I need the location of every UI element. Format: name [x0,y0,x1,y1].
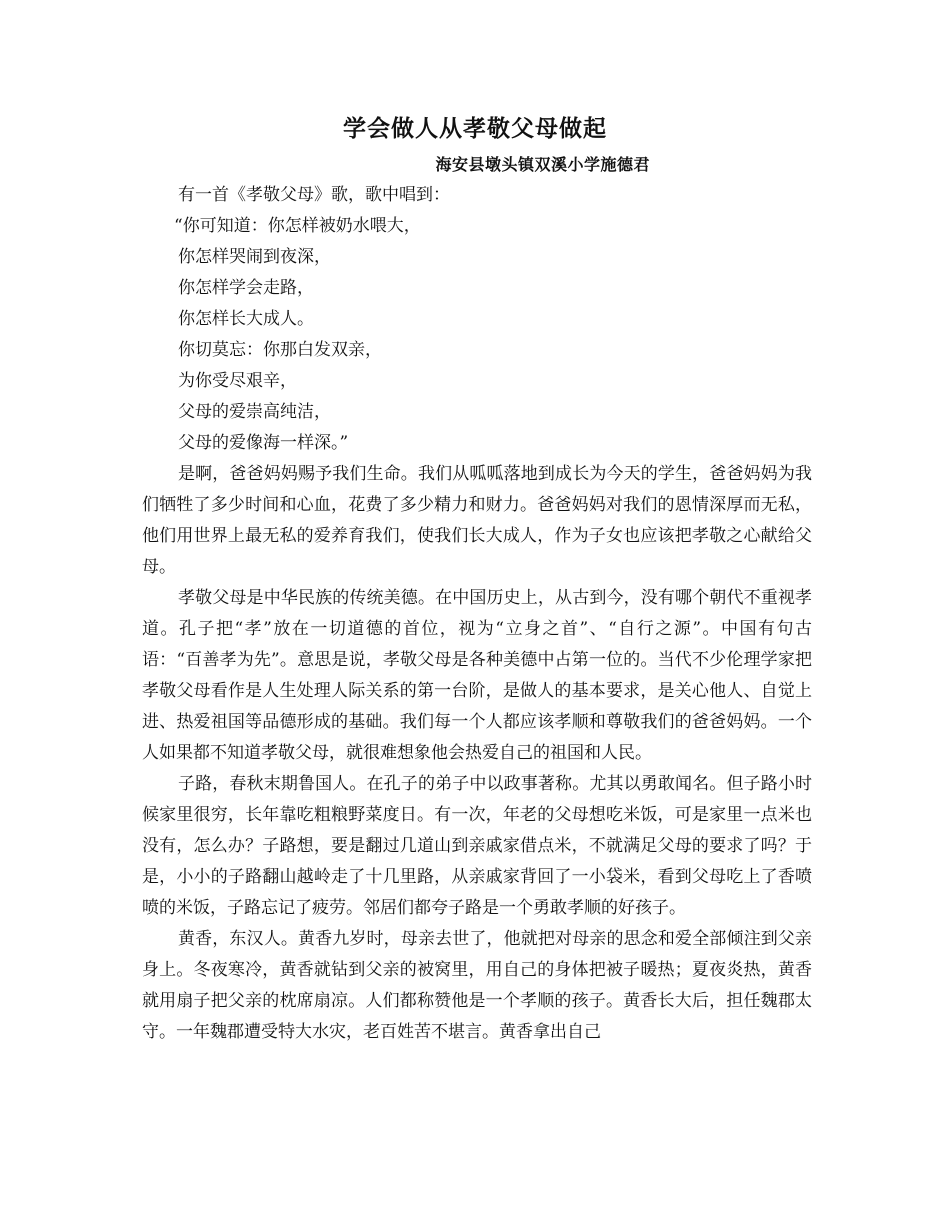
author-line: 海安县墩头镇双溪小学施德君 [435,155,650,174]
body-paragraph: 是啊，爸爸妈妈赐予我们生命。我们从呱呱落地到成长为今天的学生，爸爸妈妈为我们牺牲了多少时间和心血，花费了多少精力和财力。爸爸妈妈对我们的恩情深厚而无私，他们用世界上最无私的爱养育我们，使我们长大成人，作为子女也应该把孝敬之心献给父母。 [142,464,812,577]
song-line: 父母的爱像海一样深。” [178,433,349,453]
body-paragraph: 子路，春秋末期鲁国人。在孔子的弟子中以政事著称。尤其以勇敢闻名。但子路小时候家里很穷，长年靠吃粗粮野菜度日。有一次，年老的父母想吃米饭，可是家里一点米也没有，怎么办？子路想，要是翻过几道山到亲戚家借点米，不就满足父母的要求了吗？于是，小小的子路翻山越岭走了十几里路，从亲戚家背回了一小袋米，看到父母吃上了香喷喷的米饭，子路忘记了疲劳。邻居们都夸子路是一个勇敢孝顺的好孩子。 [142,774,812,918]
song-line: 你怎样哭闹到夜深， [178,247,331,267]
song-line: 你怎样长大成人。 [178,309,314,329]
song-line: 父母的爱崇高纯洁， [178,402,331,422]
document-body [142,180,812,1048]
song-line: 你切莫忘：你那白发双亲， [178,340,382,360]
document-title: 学会做人从孝敬父母做起 [343,115,607,142]
body-paragraph: 孝敬父母是中华民族的传统美德。在中国历史上，从古到今，没有哪个朝代不重视孝道。孔子把“孝”放在一切道德的首位，视为“立身之首”、“自行之源”。中国有句古语：“百善孝为先”。意思是说，孝敬父母是各种美德中占第一位的。当代不少伦理学家把孝敬父母看作是人生处理人际关系的第一台阶，是做人的基本要求，是关心他人、自觉上进、热爱祖国等品德形成的基础。我们每一个人都应该孝顺和尊敬我们的爸爸妈妈。一个人如果都不知道孝敬父母，就很难想象他会热爱自己的祖国和人民。 [142,588,812,763]
intro-line: 有一首《孝敬父母》歌，歌中唱到： [178,185,450,205]
song-line: 你怎样学会走路， [178,278,314,298]
body-paragraph: 黄香，东汉人。黄香九岁时，母亲去世了，他就把对母亲的思念和爱全部倾注到父亲身上。冬夜寒冷，黄香就钻到父亲的被窝里，用自己的身体把被子暖热；夏夜炎热，黄香就用扇子把父亲的枕席扇凉。人们都称赞他是一个孝顺的孩子。黄香长大后，担任魏郡太守。一年魏郡遭受特大水灾，老百姓苦不堪言。黄香拿出自己 [142,929,812,1042]
song-line: “你可知道：你怎样被奶水喂大， [174,216,421,236]
song-line: 为你受尽艰辛， [178,371,297,391]
